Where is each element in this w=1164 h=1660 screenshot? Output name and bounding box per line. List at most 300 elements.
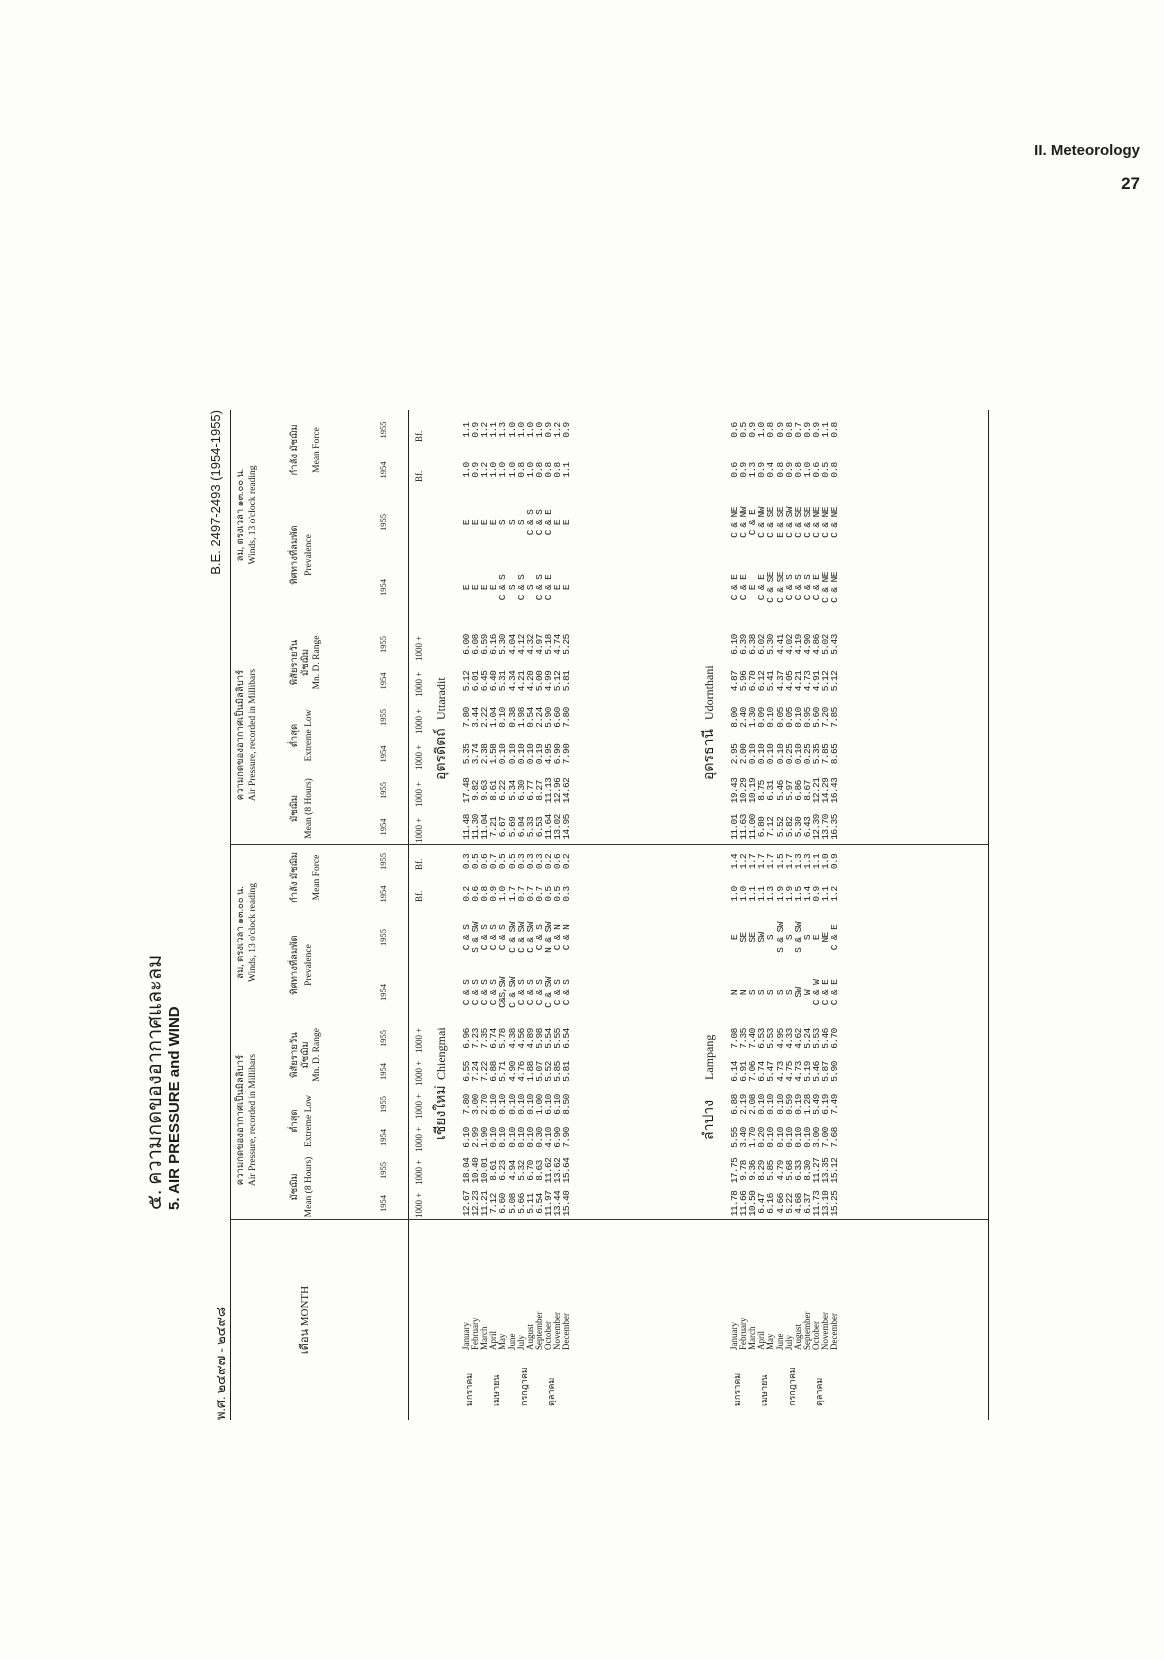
table-cell: 5.00 <box>533 670 545 692</box>
year-header: 1954 <box>378 1129 388 1146</box>
table-cell: 10.19 <box>747 777 759 804</box>
table-cell: C & SE <box>774 572 786 603</box>
table-cell: C & SW <box>506 922 518 953</box>
table-cell: 5.81 <box>561 1061 573 1082</box>
table-cell: 4.94 <box>506 1160 518 1181</box>
table-cell: 6.10 <box>729 634 740 655</box>
table-cell: 9.78 <box>738 1160 750 1181</box>
table-cell: SW <box>792 987 804 998</box>
table-cell: S <box>524 584 536 591</box>
table-cell: 0.19 <box>792 1094 804 1115</box>
table-cell: 6.59 <box>479 634 491 655</box>
table-cell: 0.7 <box>515 886 527 902</box>
month-label: February <box>738 1317 749 1350</box>
table-cell: C & S <box>497 924 509 951</box>
table-cell: C & E <box>820 979 831 1006</box>
table-cell: 8.75 <box>756 780 768 801</box>
table-cell: 11.04 <box>479 814 491 840</box>
table-cell: 7.08 <box>729 1028 740 1049</box>
table-cell: 0.10 <box>774 1127 786 1148</box>
table-cell: C & SW <box>542 977 554 1008</box>
table-cell: 0.10 <box>488 1094 500 1115</box>
table-cell: 4.97 <box>533 634 545 655</box>
table-cell: N & SW <box>542 922 554 953</box>
table-cell: 1.28 <box>801 1094 813 1115</box>
table-cell: C & NE <box>820 572 831 603</box>
unit-label: 1000 + <box>414 635 424 661</box>
year-header: 1954 <box>378 818 388 836</box>
month-label: April <box>488 1331 499 1350</box>
month-header: เดือน MONTH <box>299 1285 311 1355</box>
table-cell: 6.31 <box>765 780 777 801</box>
month-label: October <box>810 1321 821 1350</box>
table-cell: C & E <box>747 509 759 536</box>
table-cell: C & E <box>542 574 554 601</box>
table-cell: 0.95 <box>801 707 813 728</box>
table-cell: S <box>506 584 518 591</box>
table-cell: 5.19 <box>801 1061 813 1082</box>
table-cell: 6.04 <box>515 816 527 838</box>
station-name-thai: อุดรธานี <box>702 729 717 780</box>
table-cell: C & SW <box>783 507 795 538</box>
table-cell: 14.95 <box>561 814 573 840</box>
table-cell: 0.7 <box>524 886 536 902</box>
table-cell: 1.0 <box>524 422 536 438</box>
table-cell: 4.86 <box>810 634 822 655</box>
table-cell: 4.99 <box>542 670 554 692</box>
table-cell: 0.19 <box>533 743 545 765</box>
table-cell: C & NE <box>829 572 841 603</box>
table-cell: 0.05 <box>783 707 795 728</box>
table-cell: 0.5 <box>542 886 554 902</box>
table-cell: 0.8 <box>829 462 841 478</box>
table-cell: C & S <box>524 509 536 536</box>
table-cell: 1.1 <box>756 886 768 902</box>
table-cell: C & N <box>561 924 573 951</box>
table-cell: C & NE <box>820 507 831 538</box>
wind-header-thai-right: ลม, ตรงเวลา ๑๓.๐๐ น. <box>236 468 246 562</box>
table-cell: E <box>470 519 482 526</box>
table-cell: 4.05 <box>783 670 795 692</box>
table-cell: 5.30 <box>792 816 804 838</box>
table-cell: 0.3 <box>533 853 545 870</box>
unit-label: 1000 + <box>414 1159 424 1185</box>
table-cell: C & E <box>829 979 841 1006</box>
table-cell: 0.8 <box>479 886 491 902</box>
table-cell: 0.9 <box>470 422 482 438</box>
table-cell: 0.10 <box>506 1094 518 1115</box>
table-cell: 0.25 <box>783 743 795 765</box>
table-cell: 5.90 <box>542 707 554 728</box>
month-label: May <box>765 1333 776 1350</box>
table-cell: S <box>765 934 777 941</box>
table-cell: 0.10 <box>756 1094 768 1115</box>
table-cell: 5.11 <box>524 1193 536 1214</box>
table-cell: 15.12 <box>829 1157 841 1184</box>
table-cell: 11.13 <box>542 777 554 804</box>
table-cell: 11.48 <box>461 814 472 840</box>
table-cell: 0.3 <box>461 853 472 870</box>
table-cell: 0.9 <box>756 462 768 478</box>
table-cell: 2.22 <box>479 707 491 728</box>
year-header: 1954 <box>378 885 388 903</box>
table-cell: C & SW <box>515 922 527 953</box>
prevalence-header-en-left: Prevalence <box>304 944 314 986</box>
table-cell: 7.85 <box>820 743 831 765</box>
table-cell: 6.55 <box>461 1061 472 1082</box>
title-english: 5. AIR PRESSURE and WIND <box>166 1006 183 1210</box>
table-cell: 0.9 <box>829 853 841 870</box>
table-cell: 6.12 <box>756 670 768 692</box>
table-cell: 3.00 <box>470 1094 482 1115</box>
table-cell: 0.10 <box>506 743 518 765</box>
table-cell: 11.21 <box>479 1190 491 1217</box>
table-cell: 1.1 <box>561 462 573 478</box>
table-cell: SE <box>738 932 750 943</box>
table-cell: S <box>765 989 777 996</box>
table-cell: E <box>561 584 573 591</box>
table-cell: 0.10 <box>765 1127 777 1148</box>
table-cell: 15.64 <box>561 1157 573 1184</box>
rotated-table-page <box>144 410 990 1420</box>
table-cell: 0.10 <box>488 1127 500 1148</box>
table-cell: 1.88 <box>524 1061 536 1082</box>
range-header-thai-right: พิสัยรายวัน มัชฌิม <box>290 639 311 686</box>
table-cell: C & S <box>461 979 472 1006</box>
low-header-en-left: Extreme Low <box>304 1095 314 1147</box>
table-cell: 5.02 <box>820 634 831 655</box>
year-header: 1954 <box>378 461 388 479</box>
table-cell: 5.07 <box>533 1061 545 1082</box>
be-year-thai: พ.ศ. ๒๔๙๗ - ๒๔๙๘ <box>213 1306 228 1420</box>
table-cell: 0.8 <box>774 462 786 478</box>
table-cell: E <box>479 519 491 526</box>
table-cell: 0.9 <box>810 422 822 438</box>
table-cell: 4.68 <box>792 1193 804 1214</box>
table-cell: 1.7 <box>506 886 518 902</box>
table-cell: 0.7 <box>533 886 545 902</box>
table-cell: 0.10 <box>792 743 804 765</box>
table-cell: 4.56 <box>515 1028 527 1049</box>
table-cell: 6.10 <box>461 1127 472 1148</box>
table-cell: 4.20 <box>524 670 536 692</box>
mean-header-thai-left: มัชฌิม <box>290 1173 300 1201</box>
table-cell: C & E <box>729 574 740 601</box>
table-cell: C & S <box>515 574 527 601</box>
table-cell: 5.41 <box>765 670 777 692</box>
year-header: 1954 <box>378 672 388 690</box>
force-header-en-right: Mean Force <box>312 427 322 473</box>
table-cell: 5.52 <box>542 1061 554 1082</box>
month-label: September <box>533 1311 544 1350</box>
month-label: January <box>461 1322 471 1350</box>
table-cell: 1.0 <box>533 422 545 438</box>
table-cell: 5.90 <box>829 1061 841 1082</box>
table-cell: 1.3 <box>801 853 813 870</box>
table-cell: 5.97 <box>783 780 795 801</box>
month-label: November <box>552 1312 562 1350</box>
table-cell: 6.70 <box>747 670 759 692</box>
year-header: 1955 <box>378 782 388 799</box>
table-cell: 6.23 <box>497 1160 509 1181</box>
table-cell: 6.10 <box>552 1094 563 1115</box>
table-cell: C & NE <box>810 507 822 538</box>
table-cell: 6.02 <box>756 634 768 655</box>
pressure-header-en-left: Air Pressure, recorded in Millibars <box>248 1053 258 1187</box>
table-cell: 0.10 <box>783 1127 795 1148</box>
table-cell: 0.10 <box>506 1127 518 1148</box>
table-cell: 6.30 <box>515 780 527 801</box>
table-cell: C & S <box>515 979 527 1006</box>
table-cell: 0.2 <box>561 853 573 870</box>
range-header-thai-left: พิสัยรายวัน มัชฌิม <box>290 1032 311 1078</box>
table-cell: 0.10 <box>497 707 509 728</box>
table-cell: 1.2 <box>552 422 563 438</box>
table-cell: 5.60 <box>810 707 822 728</box>
table-cell: 1.1 <box>488 422 500 438</box>
prevalence-header-thai-left: ทิศทางที่ลมพัด <box>290 935 300 995</box>
table-cell: E <box>729 934 740 941</box>
table-cell: 5.49 <box>810 1094 822 1115</box>
table-cell: C & S <box>524 979 536 1006</box>
table-cell: 11.01 <box>729 814 740 840</box>
thai-month-label: เมษายน <box>491 1374 502 1406</box>
table-cell: 1.0 <box>497 462 509 478</box>
table-cell: 5.22 <box>783 1193 795 1214</box>
table-cell: 2.38 <box>479 743 491 765</box>
table-cell: 5.34 <box>506 780 518 801</box>
table-cell: E <box>552 519 563 526</box>
unit-label: 1000 + <box>414 1060 424 1086</box>
table-cell: C & SE <box>765 572 777 603</box>
year-header: 1955 <box>378 853 388 870</box>
mean-header-en-right: Mean (8 Hours) <box>304 778 314 839</box>
table-cell: 5.55 <box>552 1028 563 1049</box>
table-cell: S <box>783 934 795 941</box>
table-cell: 6.39 <box>738 634 750 655</box>
table-cell: 6.77 <box>524 780 536 801</box>
table-cell: C & S <box>533 574 545 601</box>
table-cell: 14.29 <box>820 777 831 804</box>
range-header-en-left: Mn. D. Range <box>312 1028 322 1082</box>
table-cell: 5.71 <box>497 1061 509 1082</box>
table-cell: 1.1 <box>461 422 472 438</box>
table-cell: 6.90 <box>552 743 563 765</box>
unit-label: 1000 + <box>414 781 424 807</box>
table-cell: 6.22 <box>497 780 509 801</box>
table-cell: 4.32 <box>524 634 536 655</box>
year-header: 1955 <box>378 1096 388 1113</box>
table-cell: 2.08 <box>747 1094 759 1115</box>
table-cell: 13.44 <box>552 1190 563 1217</box>
table-cell: 4.33 <box>783 1028 795 1049</box>
table-cell: 0.5 <box>552 886 563 902</box>
table-cell: 0.30 <box>533 1127 545 1148</box>
table-cell: 6.54 <box>533 1193 545 1214</box>
table-cell: S <box>515 519 527 526</box>
table-cell: 11.73 <box>810 1190 822 1217</box>
station-name: Lampang <box>702 1034 716 1080</box>
table-cell: 5.47 <box>765 1061 777 1082</box>
table-cell: 1.4 <box>801 886 813 902</box>
table-cell: 6.53 <box>756 1028 768 1049</box>
table-cell: 6.00 <box>461 634 472 655</box>
table-cell: 0.8 <box>792 462 804 478</box>
table-cell: 1.98 <box>515 707 527 728</box>
table-cell: 0.6 <box>729 422 740 438</box>
table-cell: 1.2 <box>738 853 750 870</box>
table-cell: 0.09 <box>756 707 768 728</box>
table-cell: 6.08 <box>470 634 482 655</box>
table-cell: E <box>488 519 500 526</box>
table-cell: 7.20 <box>820 707 831 728</box>
table-cell: 5.53 <box>765 1028 777 1049</box>
table-cell: 1.0 <box>820 853 831 870</box>
table-cell: 1.1 <box>747 886 759 902</box>
table-cell: 7.49 <box>829 1094 841 1115</box>
table-cell: 6.86 <box>792 780 804 801</box>
table-cell: 5.33 <box>524 816 536 838</box>
table-cell: 15.25 <box>829 1190 841 1217</box>
month-label: November <box>820 1312 830 1350</box>
table-cell: 17.75 <box>729 1157 740 1184</box>
table-cell: 1.0 <box>756 422 768 438</box>
table-cell: 7.80 <box>461 707 472 728</box>
table-cell: 4.91 <box>810 670 822 692</box>
table-cell: 11.30 <box>470 814 482 840</box>
table-cell: 3.00 <box>810 1127 822 1148</box>
table-cell: 10.40 <box>470 1157 482 1184</box>
month-label: July <box>783 1334 794 1350</box>
unit-label: 1000 + <box>414 671 424 697</box>
table-cell: 7.12 <box>488 1193 500 1214</box>
table-cell: 6.88 <box>729 1094 740 1115</box>
table-cell: 1.1 <box>820 886 831 902</box>
table-cell: 5.85 <box>765 1160 777 1181</box>
low-header-en-right: Extreme Low <box>304 709 314 762</box>
table-cell: C & E <box>738 574 750 601</box>
table-cell: 0.9 <box>488 886 500 902</box>
month-label: June <box>774 1333 785 1350</box>
table-cell: 6.80 <box>756 816 768 838</box>
table-cell: 5.55 <box>729 1127 740 1148</box>
table-cell: 6.38 <box>747 634 759 655</box>
table-cell: 1.0 <box>497 886 509 902</box>
table-cell: C & S <box>783 574 795 601</box>
table-cell: 0.10 <box>515 1094 527 1115</box>
table-cell: 0.8 <box>515 462 527 478</box>
table-cell: 0.10 <box>765 707 777 728</box>
table-cell: C & S <box>497 574 509 601</box>
table-cell: 0.10 <box>515 1127 527 1148</box>
table-cell: 5.12 <box>552 670 563 692</box>
table-cell: 2.99 <box>470 1127 482 1148</box>
year-header: 1955 <box>378 636 388 653</box>
table-cell: C & E <box>542 509 554 536</box>
table-cell: 4.79 <box>774 1160 786 1181</box>
table-cell: 6.43 <box>801 816 813 838</box>
table-cell: C & E <box>756 574 768 601</box>
table-cell: 0.10 <box>524 1127 536 1148</box>
table-bottom-rule <box>988 410 989 1420</box>
month-label: August <box>792 1323 803 1350</box>
table-cell: 5.96 <box>738 670 750 692</box>
table-cell: 10.29 <box>738 777 750 804</box>
table-cell: 4.04 <box>506 634 518 655</box>
table-cell: 1.2 <box>479 422 491 438</box>
table-cell: 11.62 <box>542 1157 554 1184</box>
table-cell: C & S <box>479 979 491 1006</box>
month-label: June <box>506 1333 517 1350</box>
table-cell: 1.0 <box>461 462 472 478</box>
table-cell: E <box>552 584 563 591</box>
table-cell: 8.29 <box>756 1160 768 1181</box>
table-cell: 2.95 <box>729 743 740 765</box>
table-cell: 1.5 <box>792 886 804 902</box>
table-cell: 4.74 <box>552 634 563 655</box>
table-cell: 0.10 <box>792 1127 804 1148</box>
table-cell: 7.00 <box>820 1127 831 1148</box>
table-cell: 4.73 <box>801 670 813 692</box>
table-cell: C & S <box>792 574 804 601</box>
table-cell: 5.12 <box>820 670 831 692</box>
table-cell: 8.61 <box>488 1160 500 1181</box>
table-cell: 1.9 <box>783 886 795 902</box>
table-cell: 8.27 <box>533 780 545 801</box>
table-cell: 5.31 <box>497 670 509 692</box>
table-cell: 0.10 <box>524 1094 536 1115</box>
table-cell: 11.64 <box>542 814 554 840</box>
table-cell: 7.35 <box>738 1028 750 1049</box>
table-cell: N <box>729 989 740 996</box>
table-cell: 0.10 <box>497 743 509 765</box>
table-cell: 0.6 <box>470 886 482 902</box>
table-cell: 5.52 <box>774 816 786 838</box>
table-cell: 6.01 <box>470 670 482 692</box>
table-cell: 11.27 <box>810 1157 822 1184</box>
table-cell: 11.78 <box>729 1190 740 1217</box>
table-cell: 1.90 <box>479 1127 491 1148</box>
unit-label: Bf. <box>414 858 424 870</box>
table-cell: S <box>747 989 759 996</box>
table-cell: 12.23 <box>470 1190 482 1217</box>
table-cell: 0.10 <box>756 743 768 765</box>
table-cell: 4.34 <box>506 670 518 692</box>
table-cell: 13.62 <box>552 1157 563 1184</box>
table-cell: 0.9 <box>747 422 759 438</box>
force-header-thai-right: กำลัง มัชฌิม <box>290 424 300 476</box>
table-cell: 0.10 <box>774 1094 786 1115</box>
table-cell: C & SW <box>506 977 518 1008</box>
table-cell: 1.3 <box>792 853 804 870</box>
year-header: 1955 <box>378 1162 388 1179</box>
thai-month-label: ตุลาคม <box>813 1377 824 1406</box>
table-cell: 0.10 <box>765 1094 777 1115</box>
mean-header-thai-right: มัชฌิม <box>290 794 300 823</box>
table-cell: 0.3 <box>561 886 573 902</box>
table-cell: E <box>810 934 822 941</box>
table-cell: 4.02 <box>783 634 795 655</box>
table-cell: E <box>488 584 500 591</box>
table-cell: 4.89 <box>524 1028 536 1049</box>
table-cell: 5.46 <box>820 1028 831 1049</box>
table-cell: S <box>756 989 768 996</box>
table-cell: C & NW <box>738 507 750 538</box>
table-cell: C & S <box>461 924 472 951</box>
table-cell: C&S,SW <box>497 977 509 1008</box>
table-cell: 1.00 <box>533 1094 545 1115</box>
table-cell: 6.10 <box>542 1094 554 1115</box>
